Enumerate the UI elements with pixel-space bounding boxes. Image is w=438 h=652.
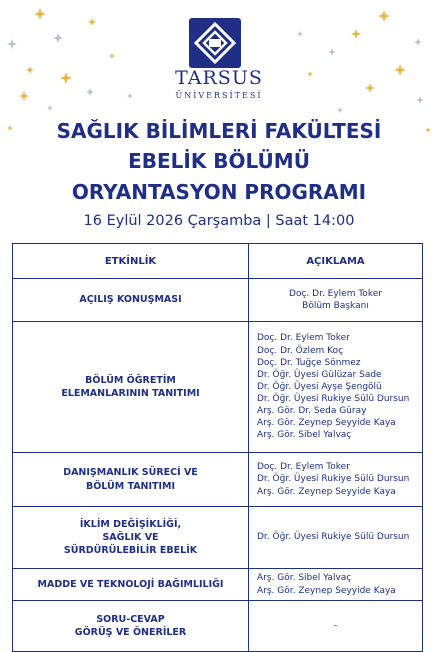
star-icon	[328, 48, 336, 56]
activity-text: ELEMANLARININ TANITIMI	[61, 388, 200, 399]
date-time: 16 Eylül 2026 Çarşamba | Saat 14:00	[83, 213, 355, 229]
description-text: –	[333, 620, 338, 631]
activity-cell	[13, 322, 249, 453]
activity-text: SÜRDÜRÜLEBİLİR EBELİK	[63, 545, 198, 557]
activity-cell	[13, 569, 249, 601]
description-cell	[249, 453, 423, 507]
description-text: Arş. Gör. Zeynep Seyyide Kaya	[257, 486, 396, 497]
table-header-row	[13, 244, 423, 279]
activity-text: BÖLÜM TANITIMI	[85, 480, 176, 492]
activity-cell	[13, 507, 249, 569]
star-icon	[53, 33, 63, 43]
star-icon	[297, 31, 303, 37]
activity-text: MADDE VE TEKNOLOJİ BAĞIMLILIĞI	[37, 578, 224, 590]
star-icon	[378, 10, 390, 22]
star-icon	[47, 105, 53, 111]
description-text: Arş. Gör. Dr. Seda Güray	[257, 406, 367, 417]
star-icon	[88, 18, 96, 26]
star-icon	[351, 29, 361, 39]
table-row	[13, 601, 423, 652]
activity-text: GÖRÜŞ VE ÖNERİLER	[74, 627, 187, 638]
university-name: TARSUS	[175, 67, 263, 89]
activity-text: BÖLÜM ÖĞRETİM	[85, 374, 176, 386]
table-row	[13, 569, 423, 601]
description-text: Doç. Dr. Eylem Toker	[289, 288, 382, 299]
university-subtitle: ÜNİVERSİTESİ	[175, 91, 263, 100]
table-row	[13, 279, 423, 322]
activity-cell	[13, 601, 249, 652]
program-table	[12, 243, 423, 652]
table-row	[13, 507, 423, 569]
star-icon	[34, 8, 46, 20]
description-text: Bölüm Başkanı	[302, 301, 369, 311]
star-icon	[337, 107, 343, 113]
description-text: Doç. Dr. Eylem Toker	[257, 462, 350, 473]
description-cell	[249, 507, 423, 569]
description-cell	[249, 569, 423, 601]
description-text: Doç. Dr. Tuğçe Sönmez	[257, 357, 361, 368]
star-icon	[7, 39, 17, 49]
description-text: Dr. Öğr. Üyesi Rukiye Sülü Dursun	[257, 532, 410, 543]
activity-text: SAĞLIK VE	[102, 531, 159, 543]
star-icon	[109, 53, 115, 59]
title-line-2: EBELİK BÖLÜMÜ	[128, 149, 310, 173]
university-logo-icon	[189, 18, 241, 68]
column-header-activity: ETKİNLİK	[13, 244, 249, 279]
column-header-description: AÇIKLAMA	[249, 244, 423, 279]
description-text: Arş. Gör. Zeynep Seyyide Kaya	[257, 585, 396, 596]
description-text: Arş. Gör. Sibel Yalvaç	[257, 573, 352, 584]
description-text: Dr. Öğr. Üyesi Ayşe Şengölü	[257, 381, 382, 392]
description-cell	[249, 322, 423, 453]
description-text: Doç. Dr. Özlem Koç	[257, 345, 344, 356]
activity-text: DANIŞMANLIK SÜRECİ VE	[63, 467, 198, 479]
table-row	[13, 453, 423, 507]
description-text: Doç. Dr. Eylem Toker	[257, 333, 350, 344]
title-line-1: SAĞLIK BİLİMLERİ FAKÜLTESİ	[56, 119, 382, 143]
table-row	[13, 322, 423, 453]
activity-text: İKLİM DEĞİŞİKLİĞİ,	[79, 518, 182, 530]
title-line-3: ORYANTASYON PROGRAMI	[71, 180, 367, 204]
description-text: Arş. Gör. Sibel Yalvaç	[257, 430, 352, 441]
activity-text: AÇILIŞ KONUŞMASI	[79, 294, 182, 306]
activity-cell	[13, 453, 249, 507]
star-icon	[414, 38, 422, 46]
activity-text: SORU-CEVAP	[96, 613, 165, 625]
description-cell	[249, 279, 423, 322]
description-text: Dr. Öğr. Üyesi Rukiye Sülü Dursun	[257, 394, 410, 405]
description-text: Dr. Öğr. Üyesi Rukiye Sülü Dursun	[257, 474, 410, 485]
description-text: Dr. Öğr. Üyesi Gülüzar Sade	[257, 369, 382, 380]
description-cell	[249, 601, 423, 652]
description-text: Arş. Gör. Zeynep Seyyide Kaya	[257, 418, 396, 429]
activity-cell	[13, 279, 249, 322]
